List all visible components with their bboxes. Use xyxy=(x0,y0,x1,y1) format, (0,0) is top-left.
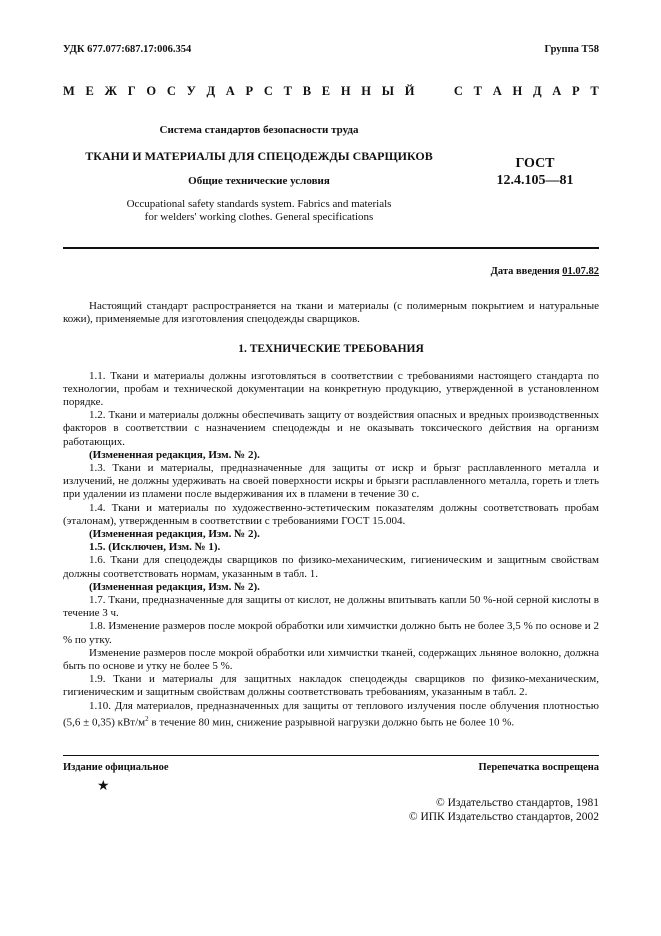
copyright-1981: © Издательство стандартов, 1981 xyxy=(435,797,599,809)
intro-paragraph: Настоящий стандарт распространяется на ткани и материалы (с полимерным покрытием и натуральные кожи), применяемые для изготовления спецодежды сварщиков. xyxy=(63,300,599,326)
superscript-2: 2 xyxy=(145,714,149,723)
copyright-2002: © ИПК Издательство стандартов, 2002 xyxy=(408,811,599,823)
udc-code: УДК 677.077:687.17:006.354 xyxy=(63,44,192,55)
introduction-date xyxy=(491,266,599,277)
amendment-note: (Измененная редакция, Изм. № 2). xyxy=(89,448,260,461)
clause-1-10-part-2: в течение 80 мин, снижение разрывной нагрузки должно быть не более 10 %. xyxy=(148,716,515,729)
clause-1-9: 1.9. Ткани и материалы для защитных накладок спецодежды сварщиков по физико-механическим, гигиеническим и защитным свойствам должны соответствовать требованиям, указанным в табл. 2. xyxy=(63,673,599,699)
heading-letter: Н xyxy=(361,84,372,98)
star-icon: ★ xyxy=(97,779,110,794)
heading-letter: Е xyxy=(321,84,331,98)
heading-letter: Н xyxy=(340,84,351,98)
heading-letter: Е xyxy=(85,84,94,98)
amendment-note: (Измененная редакция, Изм. № 2). xyxy=(89,528,260,541)
heading-letter: А xyxy=(225,84,235,98)
gost-number: 12.4.105—81 xyxy=(496,173,574,188)
heading-letter: Н xyxy=(512,84,523,98)
heading-letter: Ж xyxy=(104,84,117,98)
heading-letter: Г xyxy=(127,84,136,98)
footer-divider xyxy=(63,755,599,756)
clause-1-8: 1.8. Изменение размеров после мокрой обработки или химчистки должно быть не более 3,5 % по основе и 2 % по утку. xyxy=(63,620,599,646)
heading-letter: Д xyxy=(206,84,216,98)
clause-1-5: 1.5. (Исключен, Изм. № 1). xyxy=(89,541,221,554)
document-title: ТКАНИ И МАТЕРИАЛЫ ДЛЯ СПЕЦОДЕЖДЫ СВАРЩИКОВ xyxy=(85,149,433,163)
heading-letter: А xyxy=(492,84,502,98)
introduction-date-label: Дата введения xyxy=(490,266,560,277)
heading-letter: С xyxy=(166,84,176,98)
reprint-prohibited-label: Перепечатка воспрещена xyxy=(478,762,599,773)
amendment-note: (Измененная редакция, Изм. № 2). xyxy=(89,580,260,593)
heading-letter: Т xyxy=(283,84,292,98)
header-divider xyxy=(63,247,599,249)
heading-letter: О xyxy=(146,84,157,98)
group-code: Группа Т58 xyxy=(544,44,599,55)
heading-letter: Т xyxy=(473,84,483,98)
clause-1-7: 1.7. Ткани, предназначенные для защиты от кислот, не должны впитывать капли 50 %-ной серной кислоты в течение 3 ч. xyxy=(63,594,599,620)
gost-designation xyxy=(470,155,600,189)
clause-1-3: 1.3. Ткани и материалы, предназначенные для защиты от искр и брызг расплавленного металла и излучений, не должны удерживать на своей поверхности искры и брызги расплавленного металла, гореть и тлеть при удалении из пламени после выдерживания их в пламени в течение 30 с. xyxy=(63,462,599,501)
document-subtitle: Общие технические условия xyxy=(188,175,330,187)
gost-label: ГОСТ xyxy=(515,156,555,171)
heading-letter: В xyxy=(302,84,312,98)
clause-1-10-part-1: 1.10. Для материалов, предназначенных для защиты от теплового излучения после облучения плотностью (5,6 ± 0,35) кВт/м xyxy=(63,699,599,729)
document-body xyxy=(63,300,599,730)
clause-1-4: 1.4. Ткани и материалы по художественно-эстетическим показателям должны соответствовать пробам (эталонам), утвержденным в соответствии с требованиями ГОСТ 15.004. xyxy=(63,501,599,527)
heading-letter: У xyxy=(186,84,196,98)
heading-letter: М xyxy=(63,84,75,98)
standards-system-name: Система стандартов безопасности труда xyxy=(159,124,359,136)
official-edition-label: Издание официальное xyxy=(63,762,169,773)
heading-letter: Й xyxy=(404,84,415,98)
heading-letter: А xyxy=(552,84,562,98)
heading-letter: Р xyxy=(245,84,254,98)
clause-1-10 xyxy=(63,700,599,730)
heading-letter: Ы xyxy=(381,84,395,98)
heading-letter: С xyxy=(263,84,273,98)
clause-1-6: 1.6. Ткани для спецодежды сварщиков по физико-механическим, гигиеническим и защитным свойствам должны соответствовать нормам, указанным в табл. 1. xyxy=(63,554,599,580)
heading-word-gap xyxy=(425,84,443,99)
english-title xyxy=(63,198,455,224)
clause-1-8-continued: Изменение размеров после мокрой обработки или химчистки тканей, содержащих льняное волокно, должна быть по основе и утку не более 5 %. xyxy=(63,646,599,673)
english-title-line-1: Occupational safety standards system. Fabrics and materials xyxy=(126,198,392,210)
heading-letter: Т xyxy=(590,84,599,98)
heading-letter: Д xyxy=(532,84,542,98)
introduction-date-value: 01.07.82 xyxy=(562,266,599,277)
heading-letter: Р xyxy=(572,84,580,98)
interstate-standard-heading xyxy=(63,84,599,99)
clause-1-2: 1.2. Ткани и материалы должны обеспечивать защиту от воздействия опасных и вредных производственных факторов в соответствии с назначением спецодежды и не оказывать токсического действия на организм работающих. xyxy=(63,409,599,448)
clause-1-1: 1.1. Ткани и материалы должны изготовляться в соответствии с требованиями настоящего стандарта по технологии, пробам и технической документации на конкретную продукцию, утвержденной в установленном порядке. xyxy=(63,369,599,409)
english-title-line-2: for welders' working clothes. General specifications xyxy=(144,211,374,223)
section-title: 1. ТЕХНИЧЕСКИЕ ТРЕБОВАНИЯ xyxy=(238,343,424,356)
heading-letter: С xyxy=(453,84,463,98)
